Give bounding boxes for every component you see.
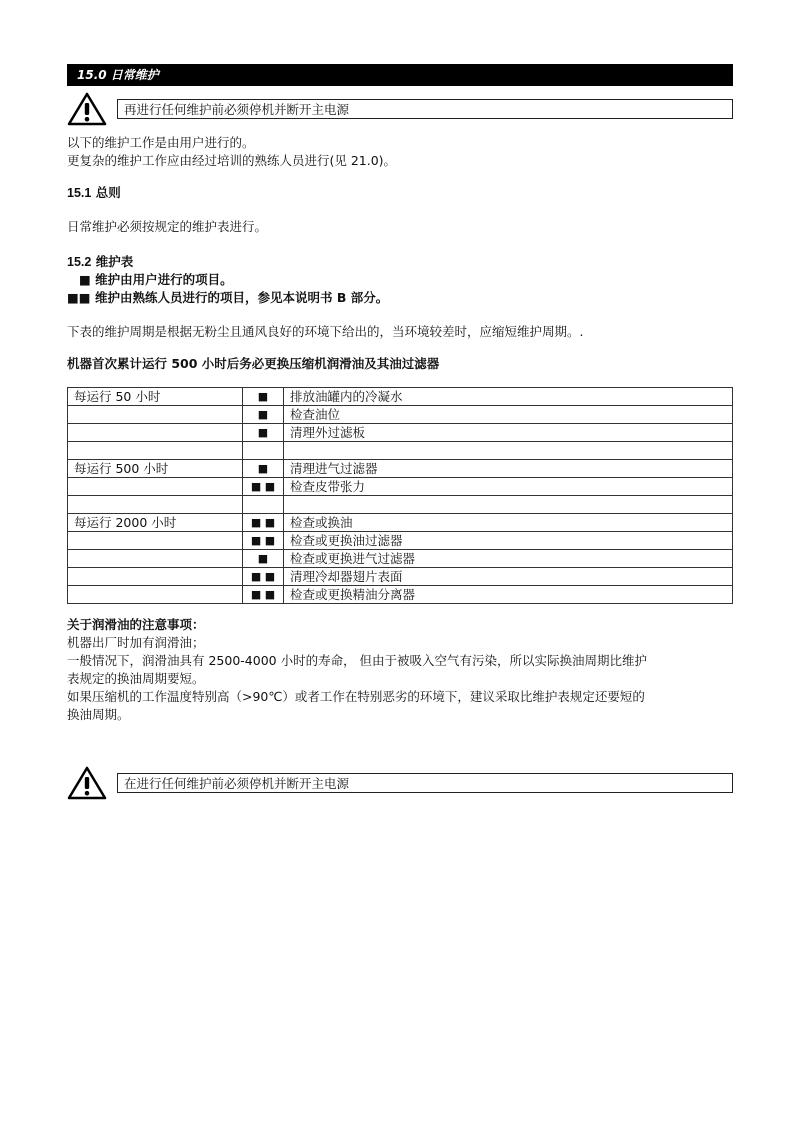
intro-line-2: 更复杂的维护工作应由经过培训的熟练人员进行(见 21.0)。 — [67, 153, 397, 168]
section-title-bar — [67, 64, 733, 86]
interval-cell — [68, 568, 243, 586]
task-cell — [284, 496, 733, 514]
responsibility-mark-cell: ■ ■ — [243, 586, 284, 604]
table-row — [68, 586, 733, 604]
task-cell: 检查油位 — [284, 406, 733, 424]
oil-notes-line-3: 表规定的换油周期要短。 — [67, 671, 205, 686]
table-row — [68, 496, 733, 514]
task-cell: 清理进气过滤器 — [284, 460, 733, 478]
oil-notes — [67, 616, 733, 724]
interval-cell — [68, 550, 243, 568]
task-cell: 检查或更换精油分离器 — [284, 586, 733, 604]
interval-cell — [68, 442, 243, 460]
interval-cell — [68, 496, 243, 514]
section-title: 15.0 日常维护 — [77, 68, 159, 82]
warning-triangle-icon — [67, 92, 107, 126]
table-row — [68, 406, 733, 424]
responsibility-mark-cell: ■ ■ — [243, 514, 284, 532]
heading-15-2: 15.2 维护表 — [67, 254, 134, 269]
table-row — [68, 460, 733, 478]
warning-notice-top — [67, 92, 733, 130]
responsibility-mark-cell: ■ — [243, 460, 284, 478]
responsibility-mark-cell: ■ — [243, 424, 284, 442]
document-page — [67, 64, 733, 804]
responsibility-mark-cell — [243, 496, 284, 514]
interval-cell — [68, 532, 243, 550]
responsibility-mark-cell: ■ — [243, 550, 284, 568]
responsibility-mark-cell: ■ — [243, 388, 284, 406]
interval-cell — [68, 406, 243, 424]
interval-cell: 每运行 500 小时 — [68, 460, 243, 478]
task-cell: 清理外过滤板 — [284, 424, 733, 442]
warning-triangle-icon — [67, 766, 107, 800]
responsibility-mark-cell: ■ ■ — [243, 568, 284, 586]
warning-text: 在进行任何维护前必须停机并断开主电源 — [117, 773, 733, 793]
heading-15-1: 15.1 总则 — [67, 185, 121, 200]
task-cell: 检查皮带张力 — [284, 478, 733, 496]
task-cell: 排放油罐内的冷凝水 — [284, 388, 733, 406]
task-cell: 检查或更换进气过滤器 — [284, 550, 733, 568]
oil-notes-line-5: 换油周期。 — [67, 707, 130, 722]
table-row — [68, 532, 733, 550]
interval-cell — [68, 586, 243, 604]
interval-cell: 每运行 2000 小时 — [68, 514, 243, 532]
oil-notes-line-4: 如果压缩机的工作温度特别高（>90℃）或者工作在特别恶劣的环境下，建议采取比维护表规定还要短的 — [67, 689, 645, 704]
responsibility-mark-cell: ■ ■ — [243, 532, 284, 550]
responsibility-mark-cell: ■ — [243, 406, 284, 424]
interval-cell — [68, 478, 243, 496]
table-row — [68, 514, 733, 532]
task-cell: 检查或更换油过滤器 — [284, 532, 733, 550]
table-row — [68, 388, 733, 406]
oil-notes-title: 关于润滑油的注意事项： — [67, 617, 205, 632]
table-row — [68, 442, 733, 460]
oil-notes-line-2: 一般情况下，润滑油具有 2500-4000 小时的寿命， 但由于被吸入空气有污染，所以实际换油周期比维护 — [67, 653, 648, 668]
table-row — [68, 478, 733, 496]
maintenance-table — [67, 387, 733, 604]
task-cell — [284, 442, 733, 460]
first-500h-notice: 机器首次累计运行 500 小时后务必更换压缩机润滑油及其油过滤器 — [67, 356, 440, 371]
task-cell: 检查或换油 — [284, 514, 733, 532]
table-row — [68, 424, 733, 442]
table-row — [68, 550, 733, 568]
oil-notes-line-1: 机器出厂时加有润滑油； — [67, 635, 205, 650]
warning-notice-bottom — [67, 766, 733, 804]
legend-user-items: ■ 维护由用户进行的项目。 — [79, 272, 233, 287]
general-body: 日常维护必须按规定的维护表进行。 — [67, 219, 268, 234]
interval-cell — [68, 424, 243, 442]
warning-text: 再进行任何维护前必须停机并断开主电源 — [117, 99, 733, 119]
legend-skilled-items: ■■ 维护由熟练人员进行的项目，参见本说明书 B 部分。 — [67, 290, 389, 305]
responsibility-mark-cell — [243, 442, 284, 460]
interval-cell: 每运行 50 小时 — [68, 388, 243, 406]
responsibility-mark-cell: ■ ■ — [243, 478, 284, 496]
table-row — [68, 568, 733, 586]
task-cell: 清理冷却器翅片表面 — [284, 568, 733, 586]
maintenance-interval-note: 下表的维护周期是根据无粉尘且通风良好的环境下给出的，当环境较差时，应缩短维护周期。. — [67, 324, 584, 339]
intro-line-1: 以下的维护工作是由用户进行的。 — [67, 135, 255, 150]
